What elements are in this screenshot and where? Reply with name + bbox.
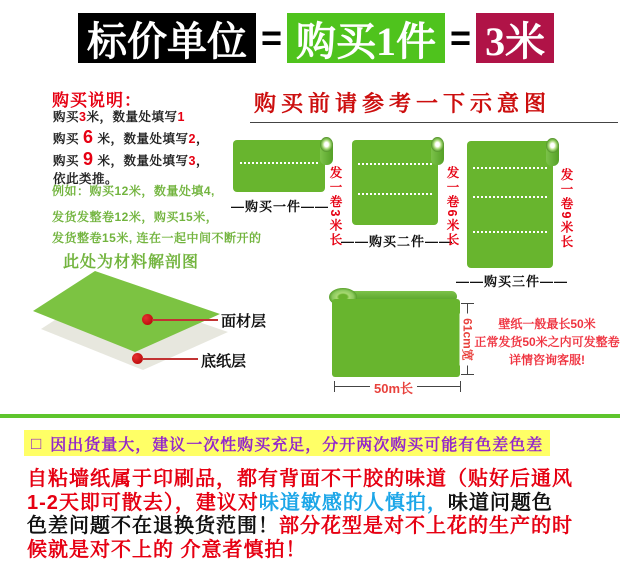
roll-3-side-note: 发一卷9米长 <box>559 168 573 250</box>
max-length-note <box>474 315 620 369</box>
dimension-tick <box>334 381 335 392</box>
roll-2-body <box>352 140 438 225</box>
green-divider <box>0 414 620 418</box>
text: ， <box>195 154 209 168</box>
dimension-tick <box>461 303 474 304</box>
cut-mark-dotted-line <box>358 163 432 165</box>
roll-3-label: ——购买三件—— <box>456 274 569 289</box>
buy-one-piece-label: 购买1件 <box>287 13 445 63</box>
text: 自粘墙纸属于印刷品，都有背面不干胶的味道（贴好后通风 <box>27 468 573 490</box>
text: 购买 <box>53 154 83 168</box>
cut-mark-dotted-line <box>473 231 547 233</box>
meters-number: 9 <box>82 149 94 169</box>
equals-sign: = <box>450 17 472 58</box>
text: 米，数量处填写 <box>93 132 189 146</box>
reference-diagram-title: 购买前请参考一下示意图 <box>254 91 552 116</box>
quantity-number: 2 <box>188 132 196 146</box>
text: ， <box>195 132 209 146</box>
length-dimension-label: 50m长 <box>370 378 417 397</box>
roll-2-label: ——购买二件—— <box>341 234 454 249</box>
text: 米，数量处填写 <box>86 110 178 124</box>
text: 味道敏感的人慎拍， <box>258 491 448 514</box>
instruction-line-1 <box>53 107 185 125</box>
notice-text: 因出货量大，建议一次性购买充足，分开两次购买可能有色差色差 <box>50 436 544 454</box>
text: 部分花型是对不上花的生产的时 <box>279 515 573 537</box>
material-diagram-title: 此处为材料解剖图 <box>63 254 200 271</box>
text: 1-2天即可散去），建议对 <box>27 491 259 514</box>
quantity-number: 1 <box>177 110 185 124</box>
example-line-3: 发货整卷15米, 连在一起中间不断开的 <box>52 231 262 245</box>
roll-end-icon <box>320 137 333 152</box>
warning-paragraph <box>27 468 612 562</box>
warning-line-1 <box>27 468 612 492</box>
width-dimension-label: 61cm宽 <box>460 314 477 366</box>
text: 购买 <box>53 132 83 146</box>
roll-3-body <box>467 141 553 268</box>
roll-end-icon <box>431 137 444 152</box>
roll-2-side-note: 发一卷6米长 <box>445 166 459 248</box>
warning-line-4 <box>27 539 612 563</box>
backing-layer-label: 底纸层 <box>201 353 247 370</box>
roll-end-icon <box>546 138 559 153</box>
example-line-2: 发货发整卷12米，购买15米， <box>52 210 219 224</box>
equals-sign: = <box>261 17 283 58</box>
pointer-line <box>142 358 198 360</box>
dimension-tick <box>460 381 461 392</box>
note-line-3: 详情咨询客服! <box>509 353 585 367</box>
purchase-instructions-title: 购买说明： <box>52 91 142 110</box>
example-line-1: 例如：购买12米，数量处填4, <box>52 184 215 198</box>
roll-1-side-note: 发一卷3米长 <box>328 166 342 248</box>
instruction-line-2 <box>53 127 209 148</box>
text: 购买 <box>53 110 80 124</box>
big-roll-body <box>332 299 460 377</box>
quantity-number: 3 <box>188 154 196 168</box>
pointer-line <box>152 319 218 321</box>
cut-mark-dotted-line <box>473 167 547 169</box>
warning-line-3 <box>27 515 612 539</box>
price-unit-banner <box>78 13 554 63</box>
note-line-2: 正常发货50米之内可发整卷 <box>474 335 620 349</box>
title-underline <box>250 122 618 123</box>
three-meters-label: 3米 <box>476 13 554 63</box>
instruction-line-3 <box>53 149 209 170</box>
cut-mark-dotted-line <box>358 193 432 195</box>
cut-mark-dotted-line <box>473 196 547 198</box>
cut-mark-dotted-line <box>240 162 318 164</box>
note-line-1: 壁纸一般最长50米 <box>498 317 596 331</box>
dimension-tick <box>461 374 474 375</box>
roll-1-label: —购买一件—— <box>231 199 330 214</box>
text: 候就是对不上的 介意者慎拍！ <box>27 538 307 561</box>
text: 味道问题色 <box>447 491 553 514</box>
price-unit-label: 标价单位 <box>78 13 256 63</box>
checkbox-icon: □ <box>31 433 42 453</box>
surface-layer-label: 面材层 <box>221 313 267 330</box>
warning-line-2 <box>27 492 612 516</box>
meters-number: 3 <box>79 110 87 124</box>
instruction-line-4: 依此类推。 <box>53 172 119 186</box>
text: 米，数量处填写 <box>93 154 189 168</box>
color-difference-notice <box>24 430 550 456</box>
text: 色差问题不在退换货范围！ <box>27 515 279 537</box>
roll-1-body <box>233 140 325 192</box>
meters-number: 6 <box>82 127 94 147</box>
